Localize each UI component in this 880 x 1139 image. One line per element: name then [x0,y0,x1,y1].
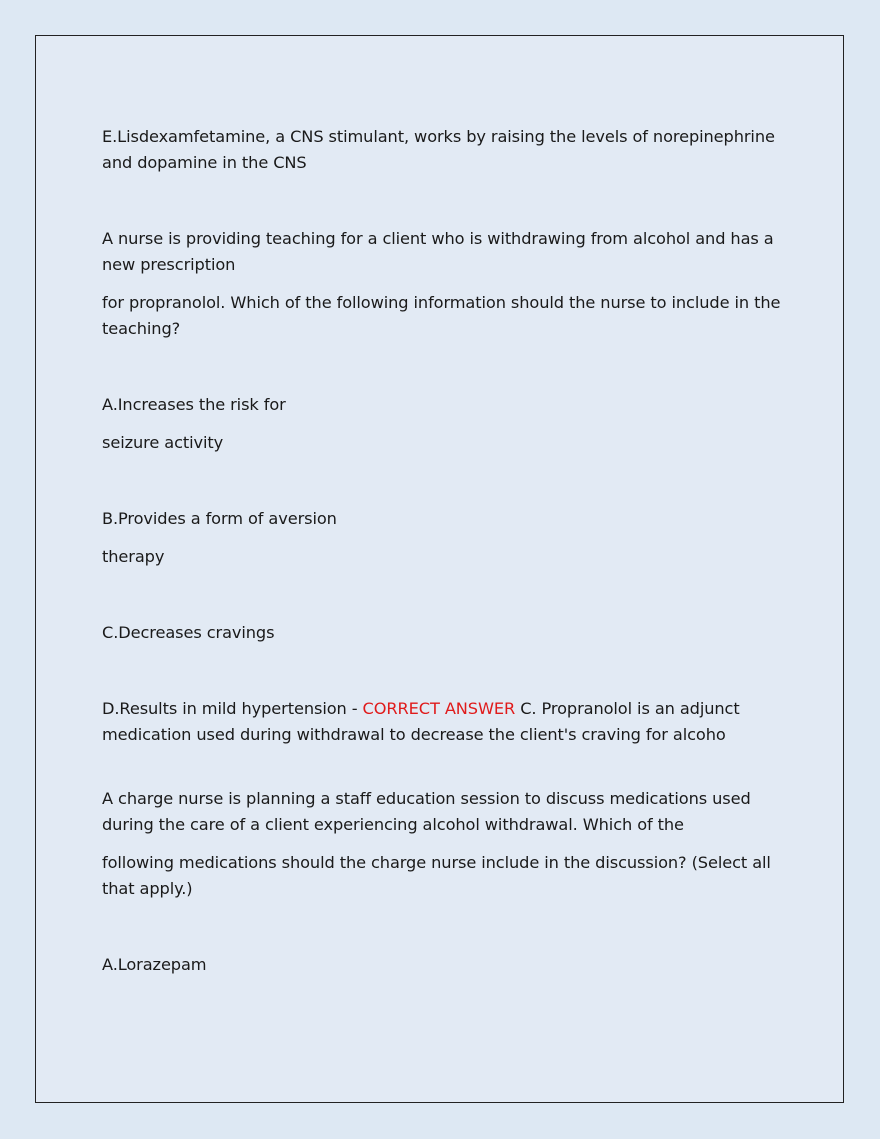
question2-stem-part2: following medications should the charge nurse include in the discussion? (Select all that apply.) [102,853,771,898]
question1-stem-part2: for propranolol. Which of the following information should the nurse to include in the teaching? [102,293,781,338]
previous-question-explanation: E.Lisdexamfetamine, a CNS stimulant, works by raising the levels of norepinephrine and dopamine in the CNS [102,127,775,172]
question1-stem-part1: A nurse is providing teaching for a client who is withdrawing from alcohol and has a new prescription [102,229,774,274]
question1-option-d-with-answer [102,696,782,748]
question2-option-a: A.Lorazepam [102,955,207,974]
question1-option-d: D.Results in mild hypertension - [102,699,363,718]
question1-option-a-line2: seizure activity [102,433,224,452]
question2-stem-part1: A charge nurse is planning a staff education session to discuss medications used during the care of a client experiencing alcohol withdrawal. Which of the [102,789,751,834]
question1-rationale: C. Propranolol is an adjunct medication used during withdrawal to decrease the client's craving for alcoho [102,699,740,744]
question1-option-c: C.Decreases cravings [102,623,275,642]
question1-option-b-line1: B.Provides a form of aversion [102,509,337,528]
document-body [102,124,782,978]
correct-answer-label: CORRECT ANSWER [362,699,516,718]
question1-option-b-line2: therapy [102,547,165,566]
question1-option-a-line1: A.Increases the risk for [102,395,286,414]
